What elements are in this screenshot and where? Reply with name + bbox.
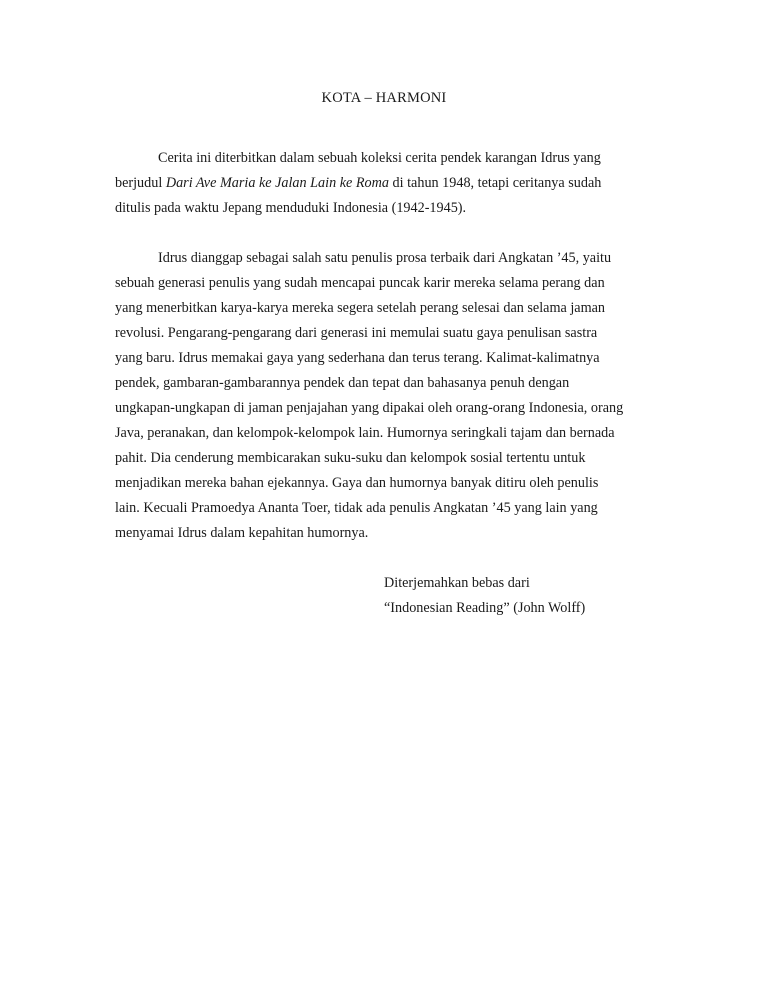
text-segment: berjudul	[115, 175, 166, 191]
paragraph-line: menyamai Idrus dalam kepahitan humornya.	[115, 525, 369, 541]
paragraph-intro	[115, 146, 635, 221]
paragraph-line: Idrus dianggap sebagai salah satu penulis prosa terbaik dari Angkatan ’45, yaitu	[158, 250, 612, 266]
paragraph-line: ungkapan-ungkapan di jaman penjajahan yang dipakai oleh orang-orang Indonesia, orang	[115, 400, 624, 416]
paragraph-line: menjadikan mereka bahan ejekannya. Gaya dan humornya banyak ditiru oleh penulis	[115, 475, 599, 491]
paragraph-line: pahit. Dia cenderung membicarakan suku-suku dan kelompok sosial tertentu untuk	[115, 450, 586, 466]
paragraph-line: yang baru. Idrus memakai gaya yang sederhana dan terus terang. Kalimat-kalimatnya	[115, 350, 600, 366]
paragraph-line: sebuah generasi penulis yang sudah mencapai puncak karir mereka selama perang dan	[115, 275, 605, 291]
text-segment: di tahun 1948, tetapi ceritanya sudah	[388, 175, 602, 191]
paragraph-line: pendek, gambaran-gambarannya pendek dan tepat dan bahasanya penuh dengan	[115, 375, 570, 391]
paragraph-line: revolusi. Pengarang-pengarang dari generasi ini memulai suatu gaya penulisan sastra	[115, 325, 598, 341]
paragraph-line: Java, peranakan, dan kelompok-kelompok lain. Humornya seringkali tajam dan bernada	[115, 425, 615, 441]
credit-source: “Indonesian Reading” (John Wolff)	[384, 600, 586, 616]
paragraph-line	[115, 171, 635, 196]
book-title-italic: Dari Ave Maria ke Jalan Lain ke Roma	[165, 175, 389, 191]
translation-credit	[384, 571, 585, 621]
document-title: KOTA – HARMONI	[321, 90, 447, 106]
credit-line: Diterjemahkan bebas dari	[384, 575, 530, 591]
paragraph-line: ditulis pada waktu Jepang menduduki Indonesia (1942-1945).	[115, 200, 467, 216]
paragraph-line: Cerita ini diterbitkan dalam sebuah koleksi cerita pendek karangan Idrus yang	[158, 150, 601, 166]
paragraph-line: lain. Kecuali Pramoedya Ananta Toer, tidak ada penulis Angkatan ’45 yang lain yang	[115, 500, 598, 516]
paragraph-idrus	[115, 246, 635, 546]
paragraph-line: yang menerbitkan karya-karya mereka segera setelah perang selesai dan selama jaman	[115, 300, 606, 316]
